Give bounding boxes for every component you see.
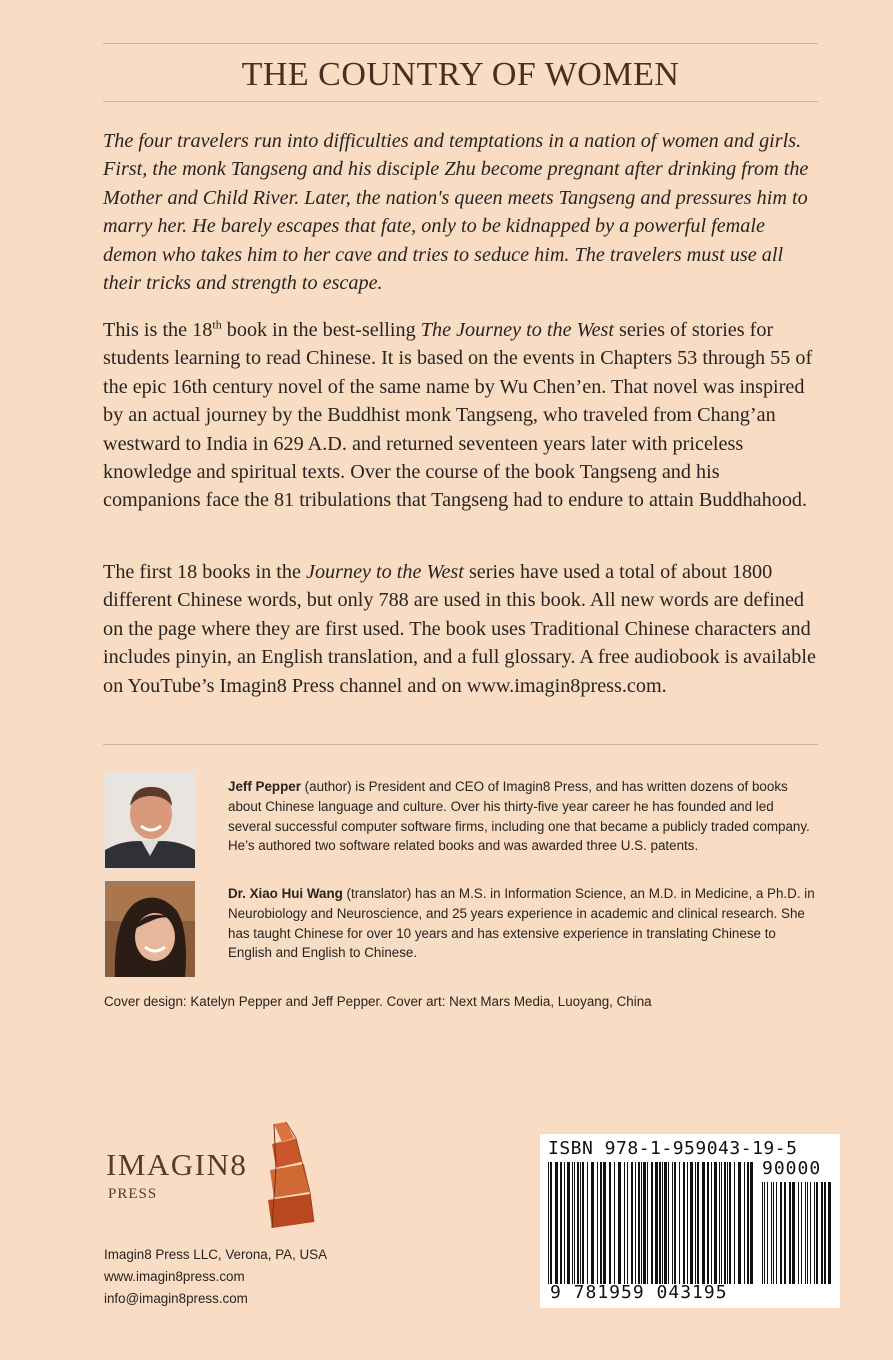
barcode-bar bbox=[659, 1162, 661, 1284]
barcode-bar bbox=[707, 1162, 709, 1284]
barcode-bar bbox=[824, 1182, 826, 1284]
barcode-bar bbox=[560, 1162, 562, 1284]
barcode-bar bbox=[697, 1162, 699, 1284]
barcode-bar bbox=[816, 1182, 818, 1284]
publisher-email: info@imagin8press.com bbox=[104, 1291, 248, 1306]
translator-bio bbox=[228, 884, 818, 963]
barcode-bar bbox=[810, 1182, 811, 1284]
barcode-bar bbox=[727, 1162, 728, 1284]
barcode-bar bbox=[668, 1162, 669, 1284]
barcode-bar bbox=[750, 1162, 753, 1284]
ean-digits: 9 781959 043195 bbox=[550, 1282, 728, 1303]
author-name: Jeff Pepper bbox=[228, 779, 301, 794]
barcode-bar bbox=[655, 1162, 658, 1284]
barcode-bar bbox=[724, 1162, 726, 1284]
barcode-bar bbox=[614, 1162, 615, 1284]
barcode-bar bbox=[784, 1182, 786, 1284]
barcode-bar bbox=[814, 1182, 815, 1284]
barcode-bar bbox=[729, 1162, 731, 1284]
cover-credits: Cover design: Katelyn Pepper and Jeff Pepper. Cover art: Next Mars Media, Luoyang, China bbox=[104, 994, 652, 1009]
barcode-bar bbox=[711, 1162, 712, 1284]
barcode-bar bbox=[771, 1182, 772, 1284]
translator-photo bbox=[104, 880, 196, 978]
barcode-bar bbox=[574, 1162, 575, 1284]
barcode-bar bbox=[548, 1162, 549, 1284]
section-divider bbox=[103, 744, 818, 745]
publisher-address: Imagin8 Press LLC, Verona, PA, USA bbox=[104, 1247, 328, 1262]
barcode-bar bbox=[674, 1162, 676, 1284]
publisher-logo-press: PRESS bbox=[108, 1186, 158, 1202]
words-text-1: The first 18 books in the bbox=[103, 561, 306, 583]
junk-sail-logo-icon bbox=[260, 1120, 320, 1245]
barcode-bar bbox=[734, 1162, 735, 1284]
barcode-bar bbox=[643, 1162, 646, 1284]
barcode-bar bbox=[807, 1182, 808, 1284]
series-text-1: This is the 18 bbox=[103, 319, 213, 341]
publisher-logo-name: IMAGIN8 bbox=[106, 1147, 248, 1182]
barcode-bar bbox=[603, 1162, 606, 1284]
author-photo bbox=[104, 771, 196, 869]
publisher-website: www.imagin8press.com bbox=[104, 1269, 245, 1284]
series-text-2: book in the best-selling bbox=[221, 319, 421, 341]
barcode-bar bbox=[651, 1162, 653, 1284]
barcode-bar bbox=[714, 1162, 717, 1284]
barcode-bar bbox=[798, 1182, 799, 1284]
words-paragraph bbox=[103, 558, 818, 700]
top-divider bbox=[103, 43, 818, 44]
price-code: 90000 bbox=[762, 1158, 822, 1179]
barcode-bar bbox=[582, 1162, 584, 1284]
author-bio-text: (author) is President and CEO of Imagin8 Press, and has written dozens of books about Chinese language and culture. Over his thirty-five year career he has founded and led several successful computer software firms, including one that became a publicly traded company. He’s authored two software related books and was awarded three U.S. patents. bbox=[228, 779, 810, 854]
barcode-bar bbox=[789, 1182, 791, 1284]
barcode-bar bbox=[672, 1162, 673, 1284]
barcode-bar bbox=[738, 1162, 741, 1284]
barcode-bar bbox=[635, 1162, 636, 1284]
words-text-2: series have used a total of about 1800 different Chinese words, but only 788 are used in this book. All new words are defined on the page where they are first used. The book uses Traditional Chinese characters and includes pinyin, an English translation, and a full glossary. A free audiobook is available on YouTube’s Imagin8 Press channel and on www.imagin8press.com. bbox=[103, 561, 816, 697]
isbn-text: ISBN 978-1-959043-19-5 bbox=[548, 1138, 798, 1159]
barcode-bar bbox=[805, 1182, 806, 1284]
barcode-bar bbox=[600, 1162, 602, 1284]
barcode-bar bbox=[764, 1182, 765, 1284]
barcode-bar bbox=[801, 1182, 802, 1284]
barcode-bar bbox=[762, 1182, 763, 1284]
barcode-bar bbox=[695, 1162, 696, 1284]
barcode-bar bbox=[828, 1182, 831, 1284]
barcode-bar bbox=[744, 1162, 745, 1284]
barcode-bar bbox=[555, 1162, 558, 1284]
barcode-bar bbox=[550, 1162, 552, 1284]
barcode-bar bbox=[638, 1162, 640, 1284]
series-paragraph bbox=[103, 316, 818, 515]
barcode-bar bbox=[641, 1162, 642, 1284]
addon-barcode-bars bbox=[762, 1182, 832, 1284]
translator-bio-text: (translator) has an M.S. in Information Science, an M.D. in Medicine, a Ph.D. in Neurobiology and Neuroscience, and 25 years experience in academic and clinical research. She has taught Chinese for over 10 years and has extensive experience in translating Chinese to English and English to Chinese. bbox=[228, 886, 815, 961]
barcode-bar bbox=[773, 1182, 774, 1284]
barcode-bar bbox=[624, 1162, 625, 1284]
barcode-bar bbox=[567, 1162, 570, 1284]
barcode-bar bbox=[591, 1162, 594, 1284]
barcode-bar bbox=[577, 1162, 579, 1284]
barcode-bar bbox=[719, 1162, 720, 1284]
barcode-bar bbox=[627, 1162, 628, 1284]
barcode-bar bbox=[664, 1162, 667, 1284]
barcode-bar bbox=[683, 1162, 685, 1284]
title-divider bbox=[103, 101, 818, 102]
barcode-bar bbox=[702, 1162, 705, 1284]
barcode-bar bbox=[747, 1162, 749, 1284]
barcode-bar bbox=[662, 1162, 663, 1284]
ordinal-suffix: th bbox=[212, 317, 222, 332]
barcode-bar bbox=[587, 1162, 588, 1284]
barcode-bar bbox=[687, 1162, 688, 1284]
barcode-bar bbox=[631, 1162, 633, 1284]
book-title: THE COUNTRY OF WOMEN bbox=[241, 56, 680, 93]
barcode-bar bbox=[618, 1162, 621, 1284]
barcode-bar bbox=[821, 1182, 823, 1284]
barcode-bar bbox=[597, 1162, 598, 1284]
intro-paragraph: The four travelers run into difficulties and temptations in a nation of women and girls. First, the monk Tangseng and his disciple Zhu become pregnant after drinking from the Mother and Child River. Later, the nation's queen meets Tangseng and pressures him to marry her. He barely escapes that fate, only to be kidnapped by a powerful female demon who takes him to her cave and tries to seduce him. The travelers must use all their tricks and strength to escape. bbox=[103, 130, 809, 295]
barcode-bar bbox=[647, 1162, 648, 1284]
barcode-bar bbox=[721, 1162, 722, 1284]
barcode-bar bbox=[679, 1162, 680, 1284]
ean-barcode-bars bbox=[548, 1162, 754, 1284]
author-bio bbox=[228, 777, 818, 856]
barcode-bar bbox=[580, 1162, 581, 1284]
barcode-bar bbox=[767, 1182, 768, 1284]
barcode-bar bbox=[690, 1162, 693, 1284]
barcode-bar bbox=[572, 1162, 573, 1284]
isbn-barcode bbox=[540, 1134, 840, 1308]
barcode-bar bbox=[564, 1162, 565, 1284]
barcode-bar bbox=[780, 1182, 782, 1284]
barcode-bar bbox=[776, 1182, 777, 1284]
translator-name: Dr. Xiao Hui Wang bbox=[228, 886, 343, 901]
series-title: The Journey to the West bbox=[420, 319, 614, 341]
barcode-bar bbox=[609, 1162, 611, 1284]
words-series-title: Journey to the West bbox=[305, 561, 464, 583]
barcode-bar bbox=[792, 1182, 795, 1284]
series-text-3: series of stories for students learning to read Chinese. It is based on the events in Chapters 53 through 55 of the epic 16th century novel of the same name by Wu Chen’en. That novel was inspired by an actual journey by the Buddhist monk Tangseng, who traveled from Chang’an westward to India in 629 A.D. and returned seventeen years later with priceless knowledge and spiritual texts. Over the course of the book Tangseng and his companions face the 81 tribulations that Tangseng had to endure to attain Buddhahood. bbox=[103, 319, 813, 512]
